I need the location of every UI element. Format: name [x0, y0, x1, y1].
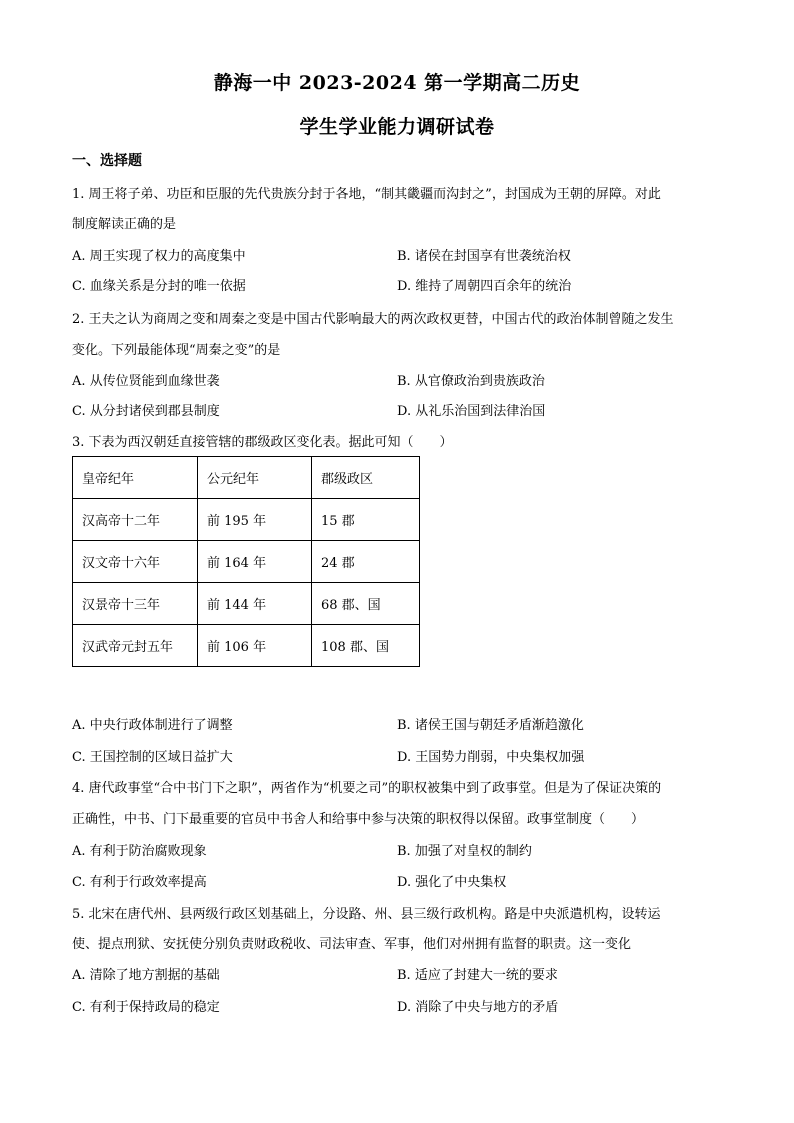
question-4-option-c: C. 有利于行政效率提高 — [72, 875, 207, 890]
table-cell: 前 106 年 — [198, 625, 312, 667]
question-5-option-d: D. 消除了中央与地方的矛盾 — [397, 1000, 559, 1015]
question-4-stem-line-1: 4. 唐代政事堂“合中书门下之职”，两省作为“机要之司”的职权被集中到了政事堂。但是为了保证决策的 — [72, 781, 662, 796]
question-3-stem: 3. 下表为西汉朝廷直接管辖的郡级政区变化表。据此可知（ ） — [72, 435, 453, 450]
question-5-stem-line-2: 使、提点刑狱、安抚使分别负责财政税收、司法审查、军事，他们对州拥有监督的职责。这一变化 — [72, 937, 632, 952]
table-cell: 前 195 年 — [198, 499, 312, 541]
table-header-row — [73, 457, 420, 499]
question-1-option-d: D. 维持了周朝四百余年的统治 — [397, 279, 572, 294]
table-cell: 68 郡、国 — [312, 583, 420, 625]
question-5-option-c: C. 有利于保持政局的稳定 — [72, 1000, 220, 1015]
question-2-stem-line-1: 2. 王夫之认为商周之变和周秦之变是中国古代影响最大的两次政权更替，中国古代的政治体制曾随之发生 — [72, 312, 674, 327]
table-row — [73, 499, 420, 541]
table-header-cell: 郡级政区 — [312, 457, 420, 499]
question-2-stem-line-2: 变化。下列最能体现“周秦之变”的是 — [72, 343, 281, 358]
question-1-option-c: C. 血缘关系是分封的唯一依据 — [72, 279, 246, 294]
table-cell: 24 郡 — [312, 541, 420, 583]
question-4-option-a: A. 有利于防治腐败现象 — [72, 844, 207, 859]
question-1-stem-line-2: 制度解读正确的是 — [72, 217, 177, 232]
table-cell: 前 164 年 — [198, 541, 312, 583]
question-4-option-d: D. 强化了中央集权 — [397, 875, 507, 890]
question-4-stem-line-2: 正确性，中书、门下最重要的官员中书舍人和给事中参与决策的职权得以保留。政事堂制度（ ） — [72, 812, 645, 827]
table-cell: 汉高帝十二年 — [73, 499, 198, 541]
admin-region-table — [72, 456, 420, 667]
table-row — [73, 583, 420, 625]
question-1-stem-line-1: 1. 周王将子弟、功臣和臣服的先代贵族分封于各地，“制其畿疆而沟封之”，封国成为王朝的屏障。对此 — [72, 187, 661, 202]
table-cell: 15 郡 — [312, 499, 420, 541]
table-cell: 汉文帝十六年 — [73, 541, 198, 583]
question-1-option-b: B. 诸侯在封国享有世袭统治权 — [397, 249, 571, 264]
question-2-option-a: A. 从传位贤能到血缘世袭 — [72, 374, 220, 389]
question-2-option-c: C. 从分封诸侯到郡县制度 — [72, 404, 220, 419]
question-1-option-a: A. 周王实现了权力的高度集中 — [72, 249, 246, 264]
question-3-option-a: A. 中央行政体制进行了调整 — [72, 718, 233, 733]
question-3-option-d: D. 王国势力削弱，中央集权加强 — [397, 750, 585, 765]
table-cell: 108 郡、国 — [312, 625, 420, 667]
table-header-cell: 皇帝纪年 — [73, 457, 198, 499]
exam-title: 静海一中 2023-2024 第一学期高二历史 — [213, 72, 581, 94]
question-5-option-b: B. 适应了封建大一统的要求 — [397, 968, 558, 983]
table-cell: 前 144 年 — [198, 583, 312, 625]
table-row — [73, 541, 420, 583]
question-3-option-c: C. 王国控制的区域日益扩大 — [72, 750, 233, 765]
table-header-cell: 公元纪年 — [198, 457, 312, 499]
table-cell: 汉武帝元封五年 — [73, 625, 198, 667]
table-cell: 汉景帝十三年 — [73, 583, 198, 625]
question-5-stem-line-1: 5. 北宋在唐代州、县两级行政区划基础上，分设路、州、县三级行政机构。路是中央派遣机构，设转运 — [72, 907, 661, 922]
section-heading: 一、选择题 — [72, 153, 142, 169]
exam-subtitle: 学生学业能力调研试卷 — [299, 116, 495, 138]
table-row — [73, 625, 420, 667]
question-4-option-b: B. 加强了对皇权的制约 — [397, 844, 532, 859]
question-2-option-d: D. 从礼乐治国到法律治国 — [397, 404, 546, 419]
question-5-option-a: A. 清除了地方割据的基础 — [72, 968, 220, 983]
question-2-option-b: B. 从官僚政治到贵族政治 — [397, 374, 545, 389]
question-3-option-b: B. 诸侯王国与朝廷矛盾渐趋激化 — [397, 718, 584, 733]
